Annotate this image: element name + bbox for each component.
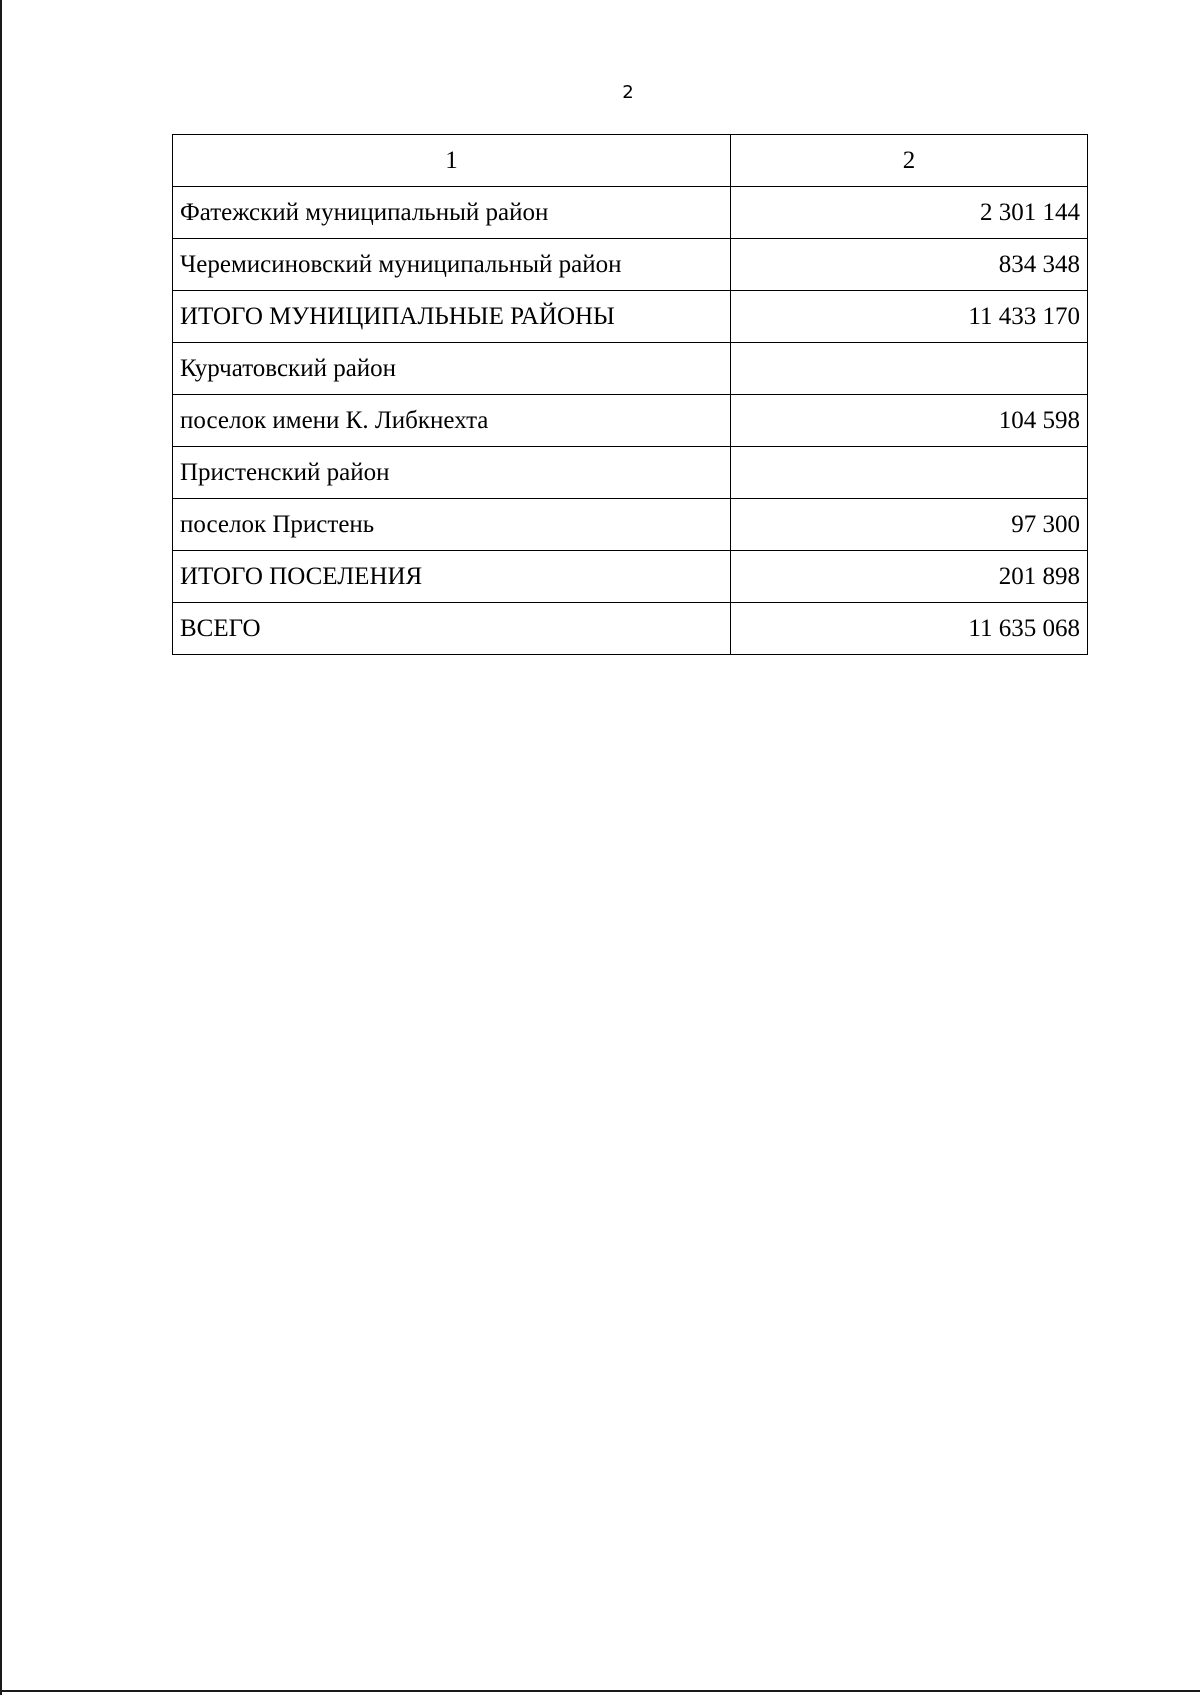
row-value: 201 898 <box>731 551 1088 603</box>
row-value: 834 348 <box>731 239 1088 291</box>
table-row <box>173 447 1088 499</box>
row-name: Пристенский район <box>173 447 731 499</box>
table-row <box>173 603 1088 655</box>
row-value: 104 598 <box>731 395 1088 447</box>
row-name: ИТОГО ПОСЕЛЕНИЯ <box>173 551 731 603</box>
row-value: 97 300 <box>731 499 1088 551</box>
row-value: 2 301 144 <box>731 187 1088 239</box>
scan-edge-bottom <box>0 1690 1200 1692</box>
row-value: 11 433 170 <box>731 291 1088 343</box>
row-value <box>731 447 1088 499</box>
table-row <box>173 343 1088 395</box>
scan-edge-left <box>0 0 2 1695</box>
table-row <box>173 239 1088 291</box>
row-name: Черемисиновский муниципальный район <box>173 239 731 291</box>
column-header-1: 1 <box>173 135 731 187</box>
page-number: 2 <box>622 82 634 103</box>
table-row <box>173 187 1088 239</box>
row-value: 11 635 068 <box>731 603 1088 655</box>
row-name: поселок имени К. Либкнехта <box>173 395 731 447</box>
table-header-row <box>173 135 1088 187</box>
row-name: ИТОГО МУНИЦИПАЛЬНЫЕ РАЙОНЫ <box>173 291 731 343</box>
row-value <box>731 343 1088 395</box>
row-name: ВСЕГО <box>173 603 731 655</box>
row-name: поселок Пристень <box>173 499 731 551</box>
table-row <box>173 551 1088 603</box>
allocation-table <box>172 134 1088 655</box>
table-row <box>173 291 1088 343</box>
table-row <box>173 395 1088 447</box>
row-name: Курчатовский район <box>173 343 731 395</box>
row-name: Фатежский муниципальный район <box>173 187 731 239</box>
column-header-2: 2 <box>731 135 1088 187</box>
table-row <box>173 499 1088 551</box>
